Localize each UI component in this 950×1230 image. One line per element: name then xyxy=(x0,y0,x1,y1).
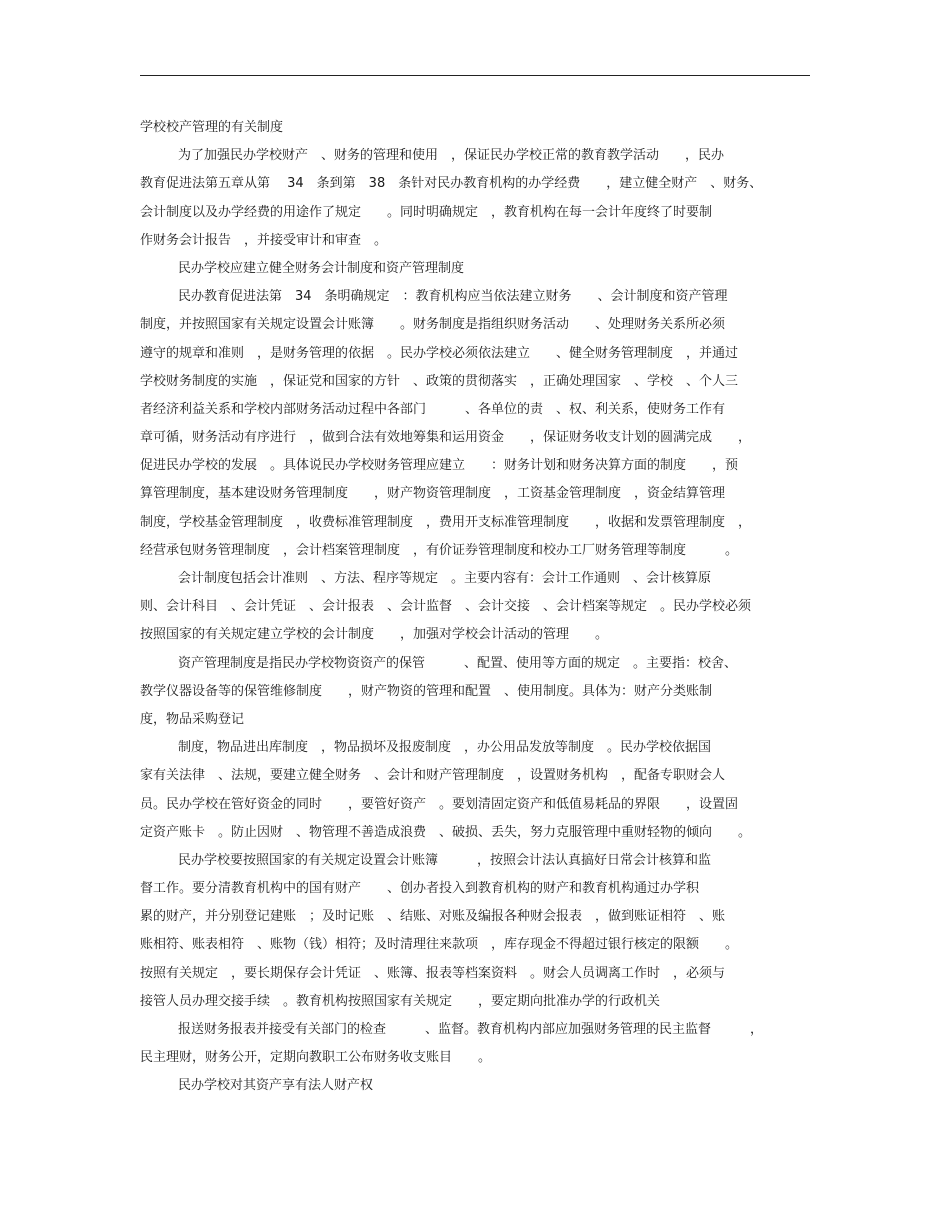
text-line: 者经济利益关系和学校内部财务活动过程中各部门 、各单位的责 、权、利关系，使财务工作有 xyxy=(140,401,726,417)
text-line: 累的财产，并分别登记建账 ；及时记账 、结账、对账及编报各种财会报表 ，做到账证相符 、账 xyxy=(140,909,726,925)
text-line: 按照国家的有关规定建立学校的会计制度 ，加强对学校会计活动的管理 。 xyxy=(140,627,609,643)
text-line: 制度，并按照国家有关规定设置会计账簿 。财务制度是指组织财务活动 、处理财务关系所必须 xyxy=(140,317,726,333)
text-line: 算管理制度，基本建设财务管理制度 ，财产物资管理制度 ，工资基金管理制度 ，资金结算管理 xyxy=(140,486,726,502)
text-line: 接管人员办理交接手续 。教育机构按照国家有关规定 ，要定期向批准办学的行政机关 xyxy=(140,993,661,1009)
text-line: 章可循，财务活动有序进行 ，做到合法有效地筹集和运用资金 ，保证财务收支计划的圆满完成 ， xyxy=(140,430,752,446)
text-line: 遵守的规章和准则 ，是财务管理的依据 。民办学校必须依法建立 、健全财务管理制度 ，并通过 xyxy=(140,345,739,361)
text-line: 作财务会计报告 ，并接受审计和审查 。 xyxy=(140,232,388,248)
text-line: 民主理财，财务公开，定期向教职工公布财务收支账目 。 xyxy=(140,1050,492,1066)
text-line: 民办学校要按照国家的有关规定设置会计账簿 ，按照会计法认真搞好日常会计核算和监 xyxy=(178,852,712,868)
text-line: 促进民办学校的发展 。具体说民办学校财务管理应建立 ：财务计划和财务决算方面的制度 ，预 xyxy=(140,458,739,474)
document-title: 学校校产管理的有关制度 xyxy=(140,120,284,135)
text-line: 民办学校对其资产享有法人财产权 xyxy=(178,1078,374,1094)
text-line: 会计制度以及办学经费的用途作了规定 。同时明确规定 ，教育机构在每一会计年度终了时要制 xyxy=(140,204,713,220)
text-line: 资产管理制度是指民办学校物资资产的保管 、配置、使用等方面的规定 。主要指：校舍、 xyxy=(178,655,738,671)
text-line: 员。民办学校在管好资金的同时 ，要管好资产 。要划清固定资产和低值易耗品的界限 ，设置固 xyxy=(140,796,739,812)
text-line: 经营承包财务管理制度 ，会计档案管理制度 ，有价证券管理制度和校办工厂财务管理等制度 。 xyxy=(140,542,739,558)
text-line: 制度，学校基金管理制度 ，收费标准管理制度 ，费用开支标准管理制度 ，收据和发票管理制度 ， xyxy=(140,514,752,530)
text-line: 民办教育促进法第 34 条明确规定 ：教育机构应当依法建立财务 、会计制度和资产管理 xyxy=(178,289,728,305)
text-line: 为了加强民办学校财产 、财务的管理和使用 ，保证民办学校正常的教育教学活动 ，民办 xyxy=(178,148,725,164)
header-rule xyxy=(140,75,810,76)
text-line: 报送财务报表并接受有关部门的检查 、监督。教育机构内部应加强财务管理的民主监督 ， xyxy=(178,1022,764,1037)
text-line: 民办学校应建立健全财务会计制度和资产管理制度 xyxy=(178,260,465,276)
text-line: 督工作。要分清教育机构中的国有财产 、创办者投入到教育机构的财产和教育机构通过办学积 xyxy=(140,881,700,897)
text-line: 教学仪器设备等的保管维修制度 ，财产物资的管理和配置 、使用制度。具体为：财产分类账制 xyxy=(140,683,713,699)
text-line: 度，物品采购登记 xyxy=(140,711,245,727)
text-line: 定资产账卡 。防止因财 、物管理不善造成浪费 、破损、丢失，努力克服管理中重财轻物的倾向 。 xyxy=(140,824,752,840)
text-line: 制度，物品进出库制度 ，物品损坏及报废制度 ，办公用品发放等制度 。民办学校依据国 xyxy=(178,740,712,756)
text-line: 按照有关规定 ，要长期保存会计凭证 、账簿、报表等档案资料 。财会人员调离工作时 ，必须与 xyxy=(140,965,726,981)
text-line: 家有关法律 、法规，要建立健全财务 、会计和财产管理制度 ，设置财务机构 ，配备专职财会人 xyxy=(140,768,726,784)
text-line: 学校财务制度的实施 ，保证党和国家的方针 、政策的贯彻落实 ，正确处理国家 、学校 、个人三 xyxy=(140,373,739,389)
document-body xyxy=(140,114,815,1101)
text-line: 账相符、账表相符 、账物（钱）相符；及时清理往来款项 ，库存现金不得超过银行核定的限额 。 xyxy=(140,937,739,953)
text-line: 会计制度包括会计准则 、方法、程序等规定 。主要内容有：会计工作通则 、会计核算原 xyxy=(178,571,712,586)
text-line: 教育促进法第五章从第 34 条到第 38 条针对民办教育机构的办学经费 ，建立健全财产 、财务、 xyxy=(140,176,763,192)
text-line: 则、会计科目 、会计凭证 、会计报表 、会计监督 、会计交接 、会计档案等规定 。民办学校必须 xyxy=(140,599,752,615)
